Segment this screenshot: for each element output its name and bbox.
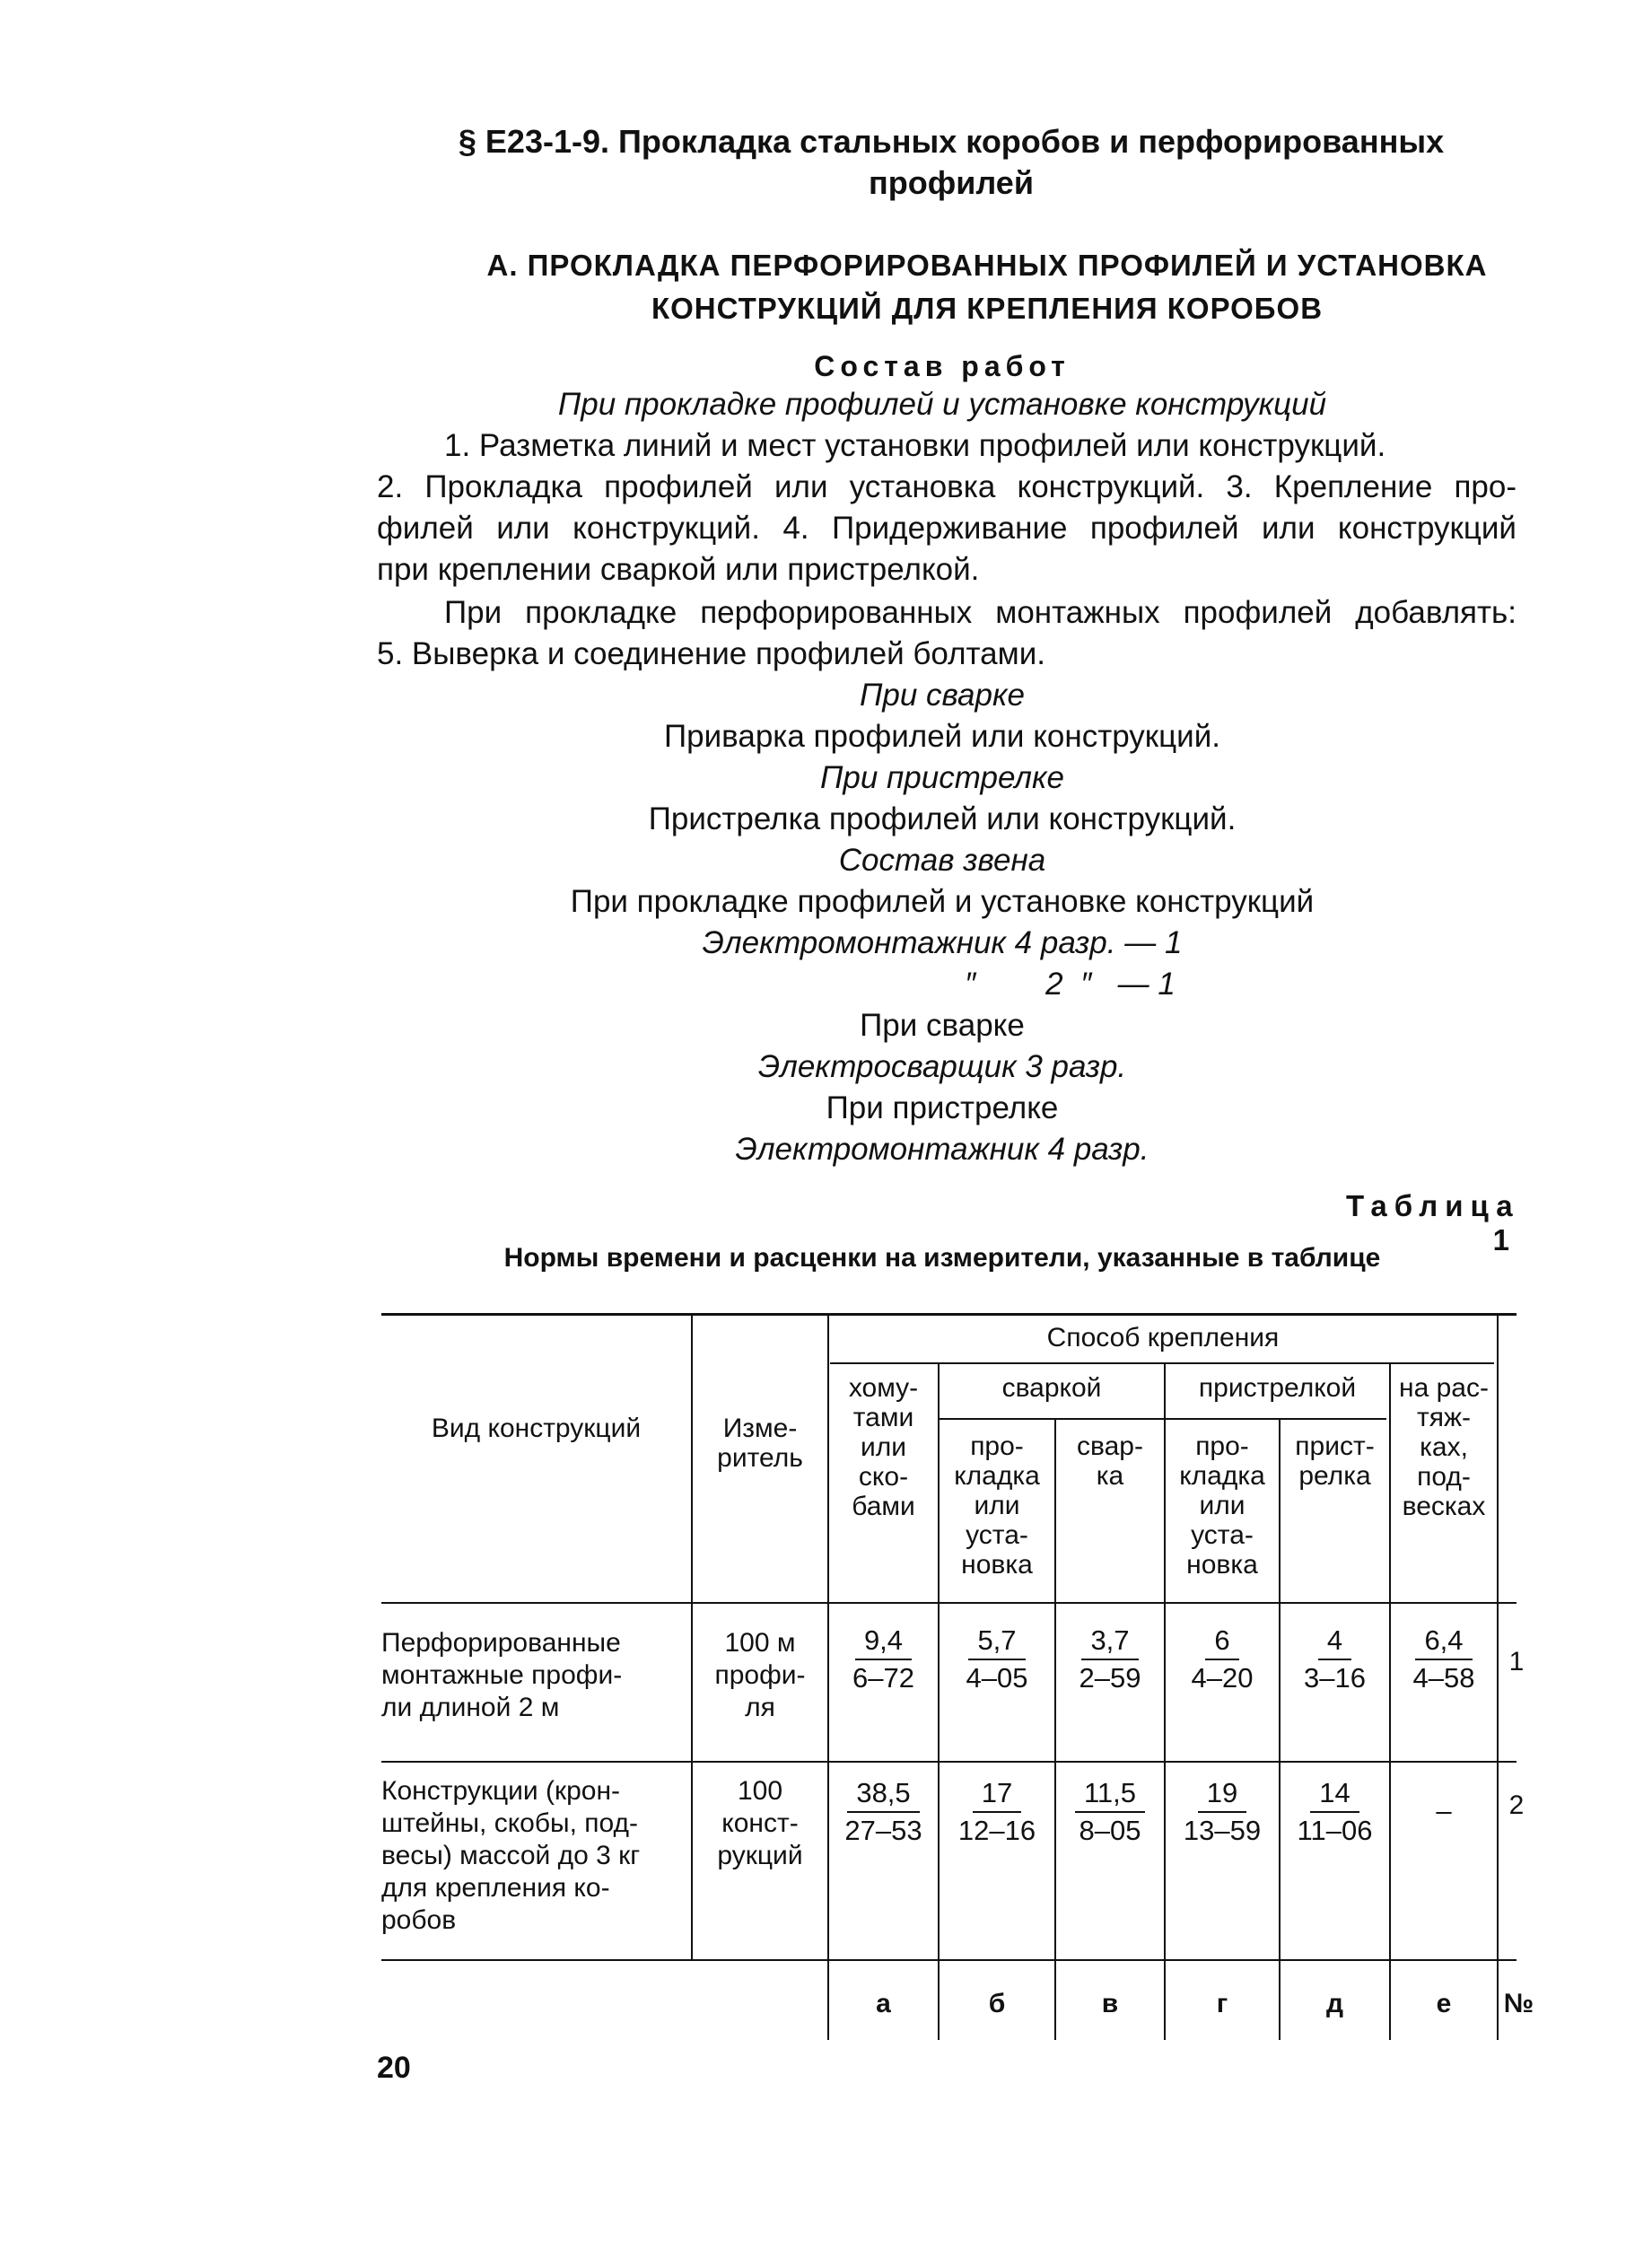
page-number: 20 — [377, 2051, 411, 2085]
column-letter: б — [988, 1989, 1006, 2018]
crew-heading: Состав звена — [838, 843, 1046, 878]
row-measure: 100 конст- рукций — [717, 1776, 803, 1870]
title-line-1: § Е23-1-9. Прокладка стальных коробов и перфорированных — [458, 123, 1445, 160]
row-number: 2 — [1508, 1790, 1525, 1820]
norm-value: 6 4–20 — [1191, 1624, 1254, 1694]
norm-value: 19 13–59 — [1183, 1777, 1262, 1846]
title-line-2: профилей — [869, 164, 1034, 201]
header-clamps: хому- тами или ско- бами — [848, 1373, 919, 1521]
crew-welder: Электросварщик 3 разр. — [757, 1049, 1127, 1084]
norm-value: 11,5 8–05 — [1056, 1775, 1164, 1849]
weld-text: Приварка профилей или конструкций. — [663, 719, 1220, 754]
crew-shooter: Электромонтажник 4 разр. — [735, 1132, 1149, 1167]
column-letter: а — [876, 1989, 891, 2018]
section-line-2: КОНСТРУКЦИЙ ДЛЯ КРЕПЛЕНИЯ КОРОБОВ — [651, 292, 1324, 325]
row-kind: Конструкции (крон- штейны, скобы, под- весы) массой до 3 кг для крепления ко- робов — [381, 1776, 641, 1935]
norm-value: 4 3–16 — [1304, 1624, 1366, 1694]
norm-dash: – — [1436, 1795, 1452, 1826]
column-number-sign: № — [1503, 1989, 1534, 2018]
norm-value: 5,7 4–05 — [966, 1624, 1028, 1694]
document-title — [386, 121, 1517, 204]
norm-value: 3,7 2–59 — [1079, 1624, 1141, 1694]
header-method: Способ крепления — [1046, 1323, 1280, 1352]
norm-value: 9,4 6–72 — [852, 1624, 914, 1694]
crew-weld-heading: При сварке — [860, 1008, 1025, 1043]
paragraph-line: филей или конструкций. 4. Придерживание профилей или конструкций — [377, 511, 1517, 546]
paragraph-line: при креплении сваркой или пристрелкой. — [377, 552, 980, 587]
header-weld: свар- ка — [1077, 1431, 1143, 1491]
header-shooting: пристрелкой — [1198, 1373, 1357, 1403]
header-lay: про- кладка или уста- новка — [954, 1431, 1040, 1580]
paragraph-line: При прокладке перфорированных монтажных профилей добавлять: — [444, 595, 1517, 630]
crew-line-1: Электромонтажник 4 разр. — 1 — [702, 925, 1183, 960]
column-letter: д — [1325, 1989, 1344, 2018]
shoot-heading: При пристрелке — [820, 760, 1064, 795]
header-tension: на рас- тяж- ках, под- весках — [1399, 1373, 1489, 1521]
header-welding: сваркой — [1001, 1373, 1102, 1403]
crew-shoot-heading: При пристрелке — [826, 1090, 1059, 1125]
norm-value: 17 12–16 — [957, 1777, 1036, 1846]
weld-heading: При сварке — [860, 678, 1025, 713]
norm-value: 14 11–06 — [1297, 1777, 1373, 1846]
header-shoot: прист- релка — [1295, 1431, 1375, 1491]
column-letter: в — [1101, 1989, 1119, 2018]
row-number: 1 — [1508, 1647, 1525, 1676]
header-measure: Изме- ритель — [717, 1414, 803, 1473]
shoot-text: Пристрелка профилей или конструкций. — [648, 801, 1237, 836]
paragraph-line: 2. Прокладка профилей или установка конструкций. 3. Крепление про- — [377, 469, 1517, 504]
crew-line-2: ″ 2 ″ — 1 — [965, 967, 1176, 1002]
header-kind: Вид конструкций — [431, 1414, 642, 1443]
row-measure: 100 м профи- ля — [714, 1628, 806, 1722]
header-lay-2: про- кладка или уста- новка — [1179, 1431, 1265, 1580]
norm-value: 6,4 4–58 — [1412, 1624, 1475, 1694]
paragraph-line: 1. Разметка линий и мест установки профилей или конструкций. — [444, 428, 1386, 463]
crew-subheading: При прокладке профилей и установке конструкций — [570, 884, 1315, 919]
column-letter: г — [1216, 1989, 1228, 2018]
section-line-1: А. ПРОКЛАДКА ПЕРФОРИРОВАННЫХ ПРОФИЛЕЙ И УСТАНОВКА — [486, 249, 1488, 282]
table-caption: Нормы времени и расценки на измерители, указанные в таблице — [503, 1243, 1381, 1273]
section-heading — [449, 244, 1525, 330]
paragraph-line: 5. Выверка и соединение профилей болтами. — [377, 636, 1045, 671]
norm-value: 38,5 27–53 — [844, 1777, 922, 1846]
work-composition-heading: Состав работ — [814, 350, 1071, 382]
work-subheading: При прокладке профилей и установке конструкций — [557, 387, 1327, 422]
row-kind: Перфорированные монтажные профи- ли длиной 2 м — [381, 1628, 623, 1722]
table-number: Таблица 1 — [1346, 1189, 1520, 1256]
column-letter: е — [1436, 1989, 1452, 2018]
